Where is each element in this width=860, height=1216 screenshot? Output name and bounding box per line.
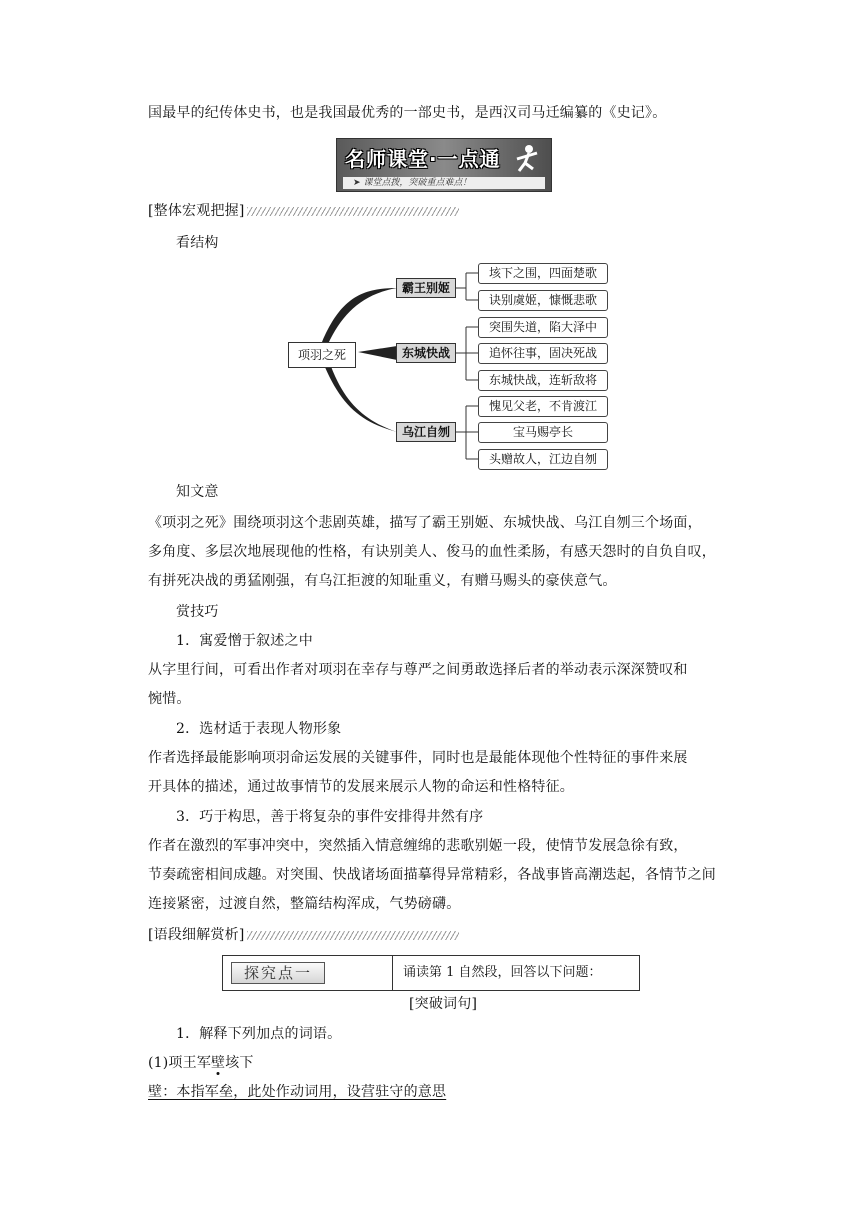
intro-line: 国最早的纪传体史书，也是我国最优秀的一部史书，是西汉司马迁编纂的《史记》。 — [148, 105, 667, 121]
skill-heading: 2．选材适于表现人物形象 — [176, 721, 342, 737]
connector-branch-middle — [358, 346, 397, 360]
paragraph-line: 有拼死决战的勇猛刚强，有乌江拒渡的知耻重义，有赠马赐头的豪侠意气。 — [148, 573, 617, 589]
paragraph-line: 连接紧密，过渡自然，整篇结构浑成，气势磅礴。 — [148, 896, 461, 912]
leaf-node: 诀别虞姬，慷慨悲歌 — [478, 290, 608, 311]
answer-line: 壁：本指军垒，此处作动词用，设营驻守的意思 — [148, 1084, 447, 1100]
paragraph-line: 节奏疏密相间成趣。对突围、快战诸场面描摹得异常精彩，各战事皆高潮迭起，各情节之间 — [148, 867, 716, 883]
paragraph-line: 《项羽之死》围绕项羽这个悲剧英雄，描写了霸王别姬、东城快战、乌江自刎三个场面， — [148, 515, 702, 531]
athlete-icon — [505, 143, 545, 175]
leaf-node: 东城快战，连斩敌将 — [478, 370, 608, 391]
section-header-analysis — [148, 926, 459, 944]
paragraph-line: 作者在激烈的军事冲突中，突然插入情意缠绵的悲歌别姬一段，使情节发展急徐有致， — [148, 838, 688, 854]
leaf-node: 愧见父老，不肯渡江 — [478, 396, 608, 417]
paragraph-line: 多角度、多层次地展现他的性格，有诀别美人、俊马的血性柔肠，有感天怨时的自负自叹， — [148, 544, 716, 560]
diagram-root: 项羽之死 — [288, 342, 356, 368]
connector-branch-top — [322, 288, 397, 344]
leaf-node: 追怀往事，固决死战 — [478, 343, 608, 364]
banner-subtitle-text: 课堂点拨，突破重点难点！ — [363, 178, 472, 188]
leaf-node: 宝马赐亭长 — [478, 422, 608, 443]
question-item — [148, 1054, 254, 1072]
question-item-suffix: 垓下 — [225, 1055, 254, 1071]
banner — [336, 138, 552, 192]
paragraph-line: 作者选择最能影响项羽命运发展的关键事件，同时也是最能体现他个性特征的事件来展 — [148, 750, 688, 766]
paragraph-line: 从字里行间，可看出作者对项羽在幸存与尊严之间勇敢选择后者的举动表示深深赞叹和 — [148, 662, 688, 678]
paragraph-line: 惋惜。 — [148, 691, 191, 707]
banner-subtitle: ➤ 课堂点拨，突破重点难点！ — [343, 177, 545, 189]
skill-heading: 1．寓爱憎于叙述之中 — [176, 633, 313, 649]
paragraph-line: 开具体的描述，通过故事情节的发展来展示人物的命运和性格特征。 — [148, 779, 574, 795]
probe-cell — [223, 956, 393, 990]
subheading-structure: 看结构 — [176, 235, 219, 251]
branch-node: 乌江自刎 — [396, 422, 456, 442]
dotted-word: 壁 — [211, 1055, 226, 1071]
section-header-overview — [148, 202, 459, 220]
question-heading: 1．解释下列加点的词语。 — [176, 1026, 342, 1042]
branch-node: 东城快战 — [396, 343, 456, 363]
leaf-node: 突围失道，陷大泽中 — [478, 317, 608, 338]
question-item-prefix: (1)项王军 — [148, 1055, 212, 1071]
bracket-top — [456, 273, 478, 300]
probe-tag: 探究点一 — [231, 962, 325, 984]
hatch-divider — [247, 207, 459, 216]
branch-node: 霸王别姬 — [396, 278, 456, 298]
bracket-bottom — [456, 406, 478, 459]
section-label: [整体宏观把握] — [148, 203, 245, 219]
breakthrough-label: [突破词句] — [409, 996, 478, 1012]
bracket-middle — [456, 327, 478, 380]
probe-table — [222, 955, 640, 991]
probe-instruction: 诵读第 1 自然段，回答以下问题： — [403, 965, 602, 980]
banner-title: 名师课堂·一点通 — [345, 147, 501, 171]
skill-heading: 3．巧于构思，善于将复杂的事件安排得井然有序 — [176, 809, 484, 825]
hatch-divider — [247, 931, 459, 940]
leaf-node: 头赠故人，江边自刎 — [478, 449, 608, 470]
leaf-node: 垓下之围，四面楚歌 — [478, 263, 608, 284]
connector-branch-bottom — [322, 358, 397, 432]
subheading-skill: 赏技巧 — [176, 604, 219, 620]
subheading-meaning: 知文意 — [176, 484, 219, 500]
section-label: [语段细解赏析] — [148, 927, 245, 943]
